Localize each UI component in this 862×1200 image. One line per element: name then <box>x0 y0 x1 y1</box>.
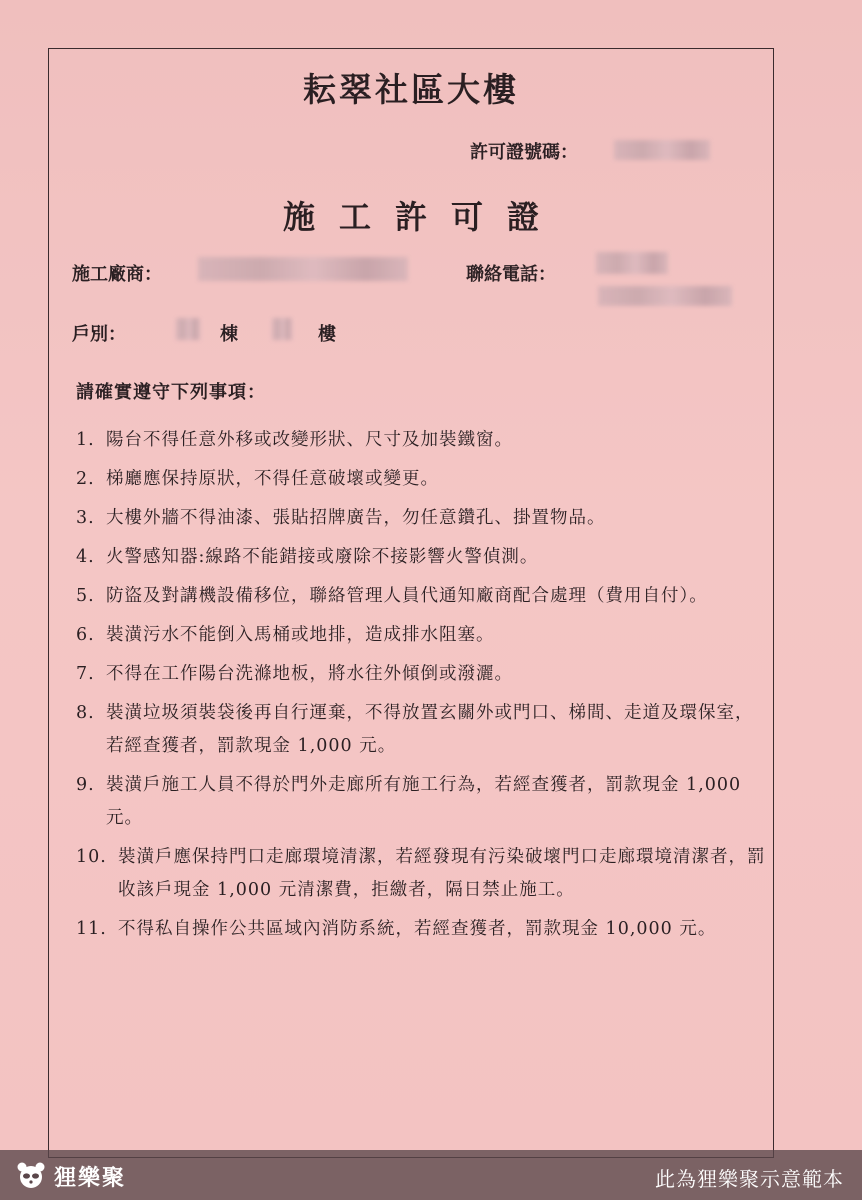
rule-item <box>76 502 766 535</box>
rules-list <box>76 424 766 952</box>
permit-number-redacted <box>614 140 710 160</box>
rule-number: 10. <box>76 847 107 867</box>
rule-number: 8. <box>76 703 95 723</box>
rule-item <box>76 424 766 457</box>
rule-item <box>76 658 766 691</box>
phone-label: 聯絡電話： <box>466 264 556 285</box>
rule-item <box>76 580 766 613</box>
rule-text: 防盜及對講機設備移位，聯絡管理人員代通知廠商配合處理（費用自付）。 <box>106 586 708 606</box>
phone-redacted-line2 <box>598 286 732 306</box>
rule-text: 裝潢戶施工人員不得於門外走廊所有施工行為，若經查獲者，罰款現金 1,000 元。 <box>106 775 742 828</box>
watermark-brand: 狸樂聚 <box>54 1166 127 1191</box>
rule-item <box>76 619 766 652</box>
rule-text: 不得私自操作公共區域內消防系統，若經查獲者，罰款現金 10,000 元。 <box>118 919 717 939</box>
permit-number-label: 許可證號碼： <box>470 142 578 163</box>
rule-text: 裝潢垃圾須裝袋後再自行運棄，不得放置玄關外或門口、梯間、走道及環保室，若經查獲者，罰款現金 1,000 元。 <box>106 703 754 756</box>
rule-number: 3. <box>76 508 95 528</box>
rule-text: 陽台不得任意外移或改變形狀、尺寸及加裝鐵窗。 <box>106 430 513 450</box>
rule-text: 梯廳應保持原狀，不得任意破壞或變更。 <box>106 469 439 489</box>
rule-item <box>76 769 766 835</box>
watermark-note: 此為狸樂聚示意範本 <box>655 1167 844 1191</box>
unit-building-redacted <box>176 318 200 340</box>
unit-floor-suffix: 樓 <box>318 324 336 345</box>
unit-building-suffix: 棟 <box>220 324 238 345</box>
phone-redacted-line1 <box>596 252 668 274</box>
unit-floor-redacted <box>272 318 292 340</box>
rules-intro: 請確實遵守下列事項： <box>76 382 266 403</box>
rule-number: 7. <box>76 664 95 684</box>
unit-label: 戶別： <box>72 324 126 345</box>
rule-number: 4. <box>76 547 95 567</box>
rule-text: 裝潢戶應保持門口走廊環境清潔，若經發現有污染破壞門口走廊環境清潔者，罰收該戶現金 1,000 元清潔費，拒繳者，隔日禁止施工。 <box>118 847 766 900</box>
rule-item <box>76 541 766 574</box>
rule-text: 裝潢污水不能倒入馬桶或地排，造成排水阻塞。 <box>106 625 495 645</box>
rule-number: 6. <box>76 625 95 645</box>
rule-text: 大樓外牆不得油漆、張貼招牌廣告，勿任意鑽孔、掛置物品。 <box>106 508 606 528</box>
rule-item <box>76 697 766 763</box>
watermark-bar <box>0 1150 862 1200</box>
contractor-redacted <box>198 257 408 281</box>
rule-text: 不得在工作陽台洗滌地板，將水往外傾倒或潑灑。 <box>106 664 513 684</box>
rule-number: 11. <box>76 919 107 939</box>
rule-item <box>76 841 766 907</box>
rule-number: 1. <box>76 430 95 450</box>
rule-text: 火警感知器:線路不能錯接或廢除不接影響火警偵測。 <box>106 547 539 567</box>
raccoon-logo-icon <box>14 1160 48 1190</box>
rule-item <box>76 463 766 496</box>
rule-number: 9. <box>76 775 95 795</box>
document-title: 施工許可證 <box>282 198 563 236</box>
building-name: 耘翠社區大樓 <box>303 70 519 109</box>
contractor-label: 施工廠商： <box>72 264 162 285</box>
rule-item <box>76 913 766 946</box>
rule-number: 5. <box>76 586 95 606</box>
rule-number: 2. <box>76 469 95 489</box>
